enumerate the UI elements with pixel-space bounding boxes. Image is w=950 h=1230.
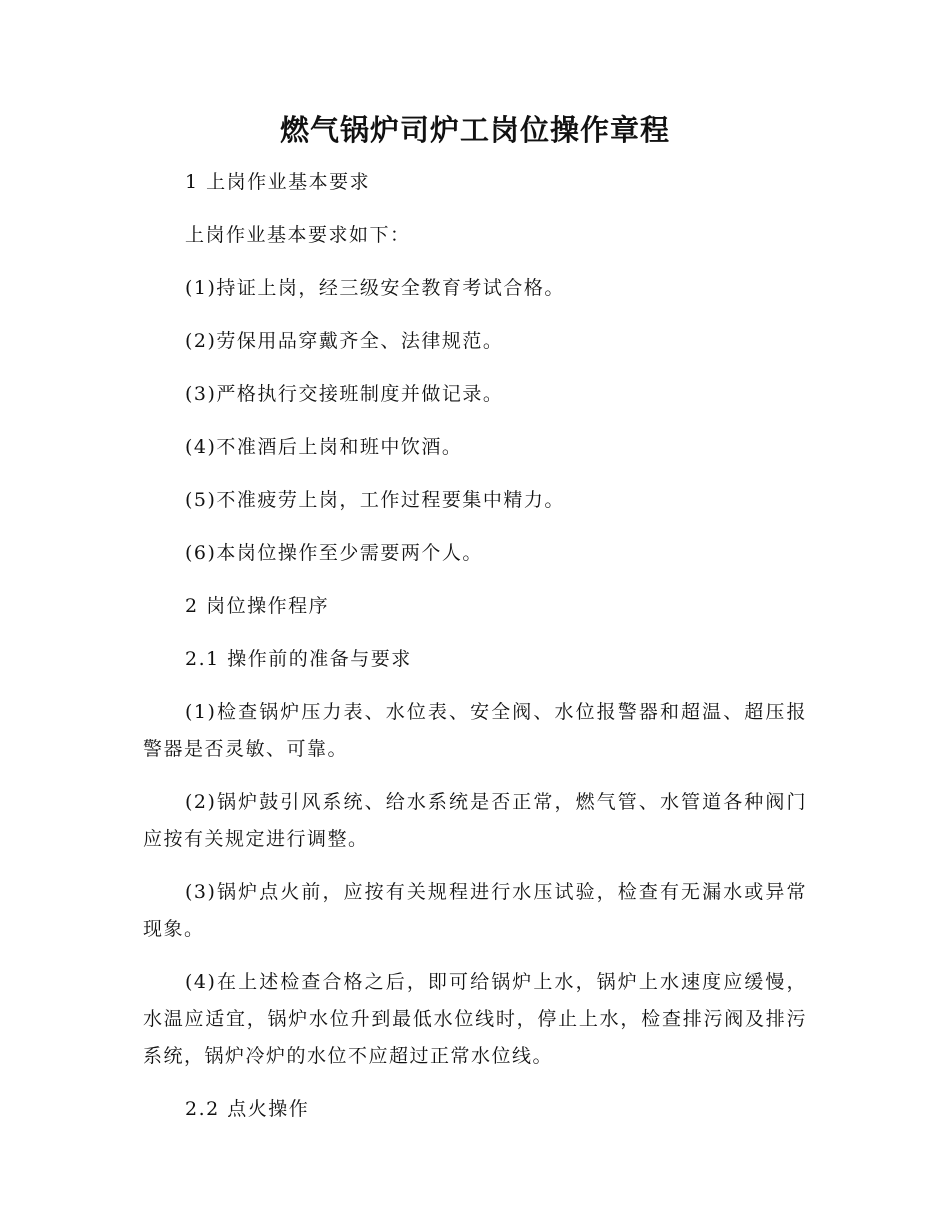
subsection-heading: 2.1 操作前的准备与要求 [185, 648, 412, 670]
list-item: (4)不准酒后上岗和班中饮酒。 [185, 436, 463, 458]
list-item: (6)本岗位操作至少需要两个人。 [185, 542, 483, 564]
list-item: (2)锅炉鼓引风系统、给水系统是否正常，燃气管、水管道各种阀门应按有关规定进行调整。 [143, 791, 807, 850]
document-title: 燃气锅炉司炉工岗位操作章程 [279, 113, 670, 147]
list-item: (5)不准疲劳上岗，工作过程要集中精力。 [185, 489, 565, 511]
list-item: (3)严格执行交接班制度并做记录。 [185, 383, 504, 405]
section-heading: 1 上岗作业基本要求 [185, 171, 371, 193]
list-item: (3)锅炉点火前，应按有关规程进行水压试验，检查有无漏水或异常现象。 [143, 881, 807, 940]
list-item: (2)劳保用品穿戴齐全、法律规范。 [185, 330, 504, 352]
section-heading: 2 岗位操作程序 [185, 595, 330, 617]
list-item: (1)持证上岗，经三级安全教育考试合格。 [185, 277, 565, 299]
list-item: (1)检查锅炉压力表、水位表、安全阀、水位报警器和超温、超压报警器是否灵敏、可靠。 [143, 701, 807, 760]
document-body [143, 108, 807, 1144]
subsection-heading: 2.2 点火操作 [185, 1098, 310, 1120]
list-item: (4)在上述检查合格之后，即可给锅炉上水，锅炉上水速度应缓慢，水温应适宜，锅炉水位升到最低水位线时，停止上水，检查排污阀及排污系统，锅炉冷炉的水位不应超过正常水位线。 [143, 971, 807, 1067]
paragraph: 上岗作业基本要求如下： [185, 224, 411, 246]
